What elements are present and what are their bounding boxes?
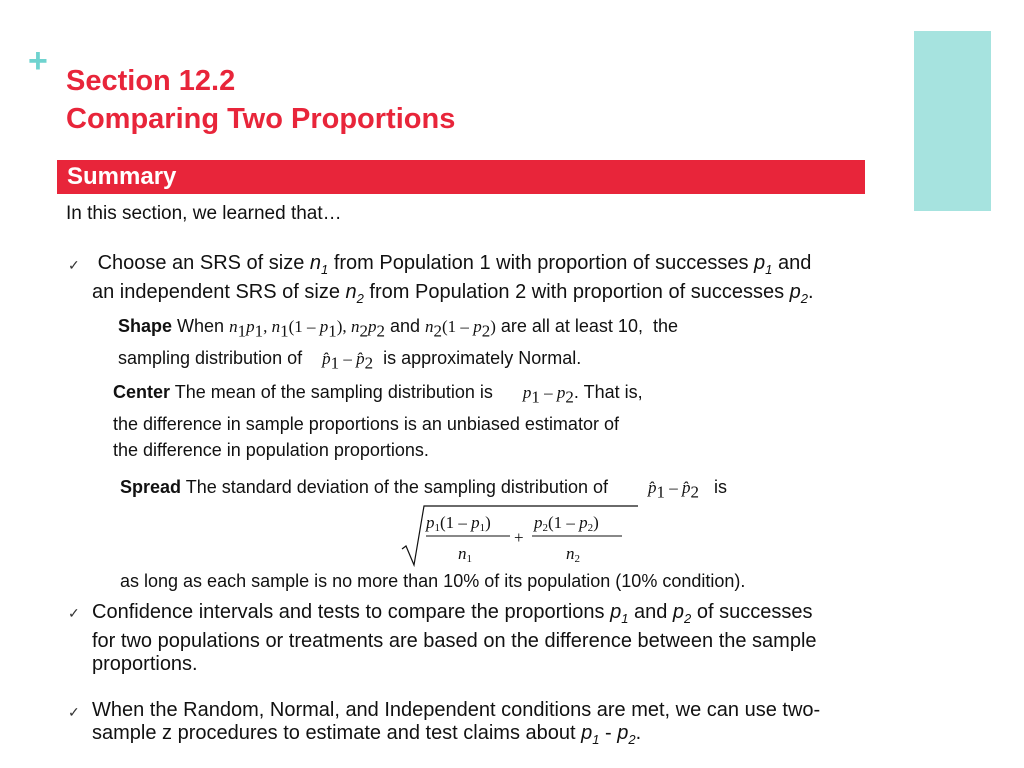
intro-text: In this section, we learned that… bbox=[66, 203, 342, 224]
decorative-accent-rectangle bbox=[914, 31, 991, 211]
standard-deviation-formula bbox=[400, 503, 640, 569]
ten-percent-condition: as long as each sample is no more than 10% of its population (10% condition). bbox=[120, 571, 746, 591]
svg-text:n2: n2 bbox=[566, 544, 580, 565]
shape-paragraph: Shape When $n_1p_1$, $n_1(1 - p_1)$, $n_2p_2$ and $n_2(1 - p_2)$ are all at least 10, the sampling distribution of $p̂_1$ – $p̂_2$ is approximately Normal. bbox=[118, 316, 679, 373]
plus-icon: + bbox=[28, 42, 48, 80]
checkmark-icon: ✓ bbox=[68, 605, 80, 621]
title-section-number: Section 12.2 bbox=[66, 65, 236, 97]
shape-label: Shape bbox=[118, 316, 173, 336]
bullet-confidence-intervals: Confidence intervals and tests to compare the proportions $p_1$ and $p_2$ of successes for two populations or treatments are based on the difference between the sample proportions. bbox=[92, 601, 817, 675]
svg-text:+: + bbox=[514, 528, 524, 547]
spread-label: Spread bbox=[120, 477, 182, 497]
bullet-srs: Choose an SRS of size $n_1$ from Population 1 with proportion of successes $p_1$ and an independent SRS of size $n_2$ from Population 2 with proportion of successes $p_2$. bbox=[92, 252, 814, 306]
checkmark-icon: ✓ bbox=[68, 257, 80, 273]
summary-banner: Summary bbox=[57, 160, 865, 194]
svg-text:p1(1 – p1): p1(1 – p1) bbox=[426, 513, 491, 534]
slide-title bbox=[66, 62, 455, 138]
center-paragraph: Center The mean of the sampling distribution is $p_1 - p_2$. That is, the difference in sample proportions is an unbiased estimator of the difference in population proportions. bbox=[113, 382, 643, 460]
title-topic: Comparing Two Proportions bbox=[66, 103, 456, 135]
checkmark-icon: ✓ bbox=[68, 704, 80, 720]
bullet-conditions: When the Random, Normal, and Independent conditions are met, we can use two- sample z procedures to estimate and test claims about $p_1 - p_2$. bbox=[92, 699, 821, 747]
center-label: Center bbox=[113, 382, 171, 402]
svg-text:p2(1 – p2): p2(1 – p2) bbox=[534, 513, 599, 534]
svg-text:n1: n1 bbox=[458, 544, 472, 565]
spread-paragraph: Spread The standard deviation of the sampling distribution of $p̂_1$ – $p̂_2$ is bbox=[120, 477, 728, 502]
